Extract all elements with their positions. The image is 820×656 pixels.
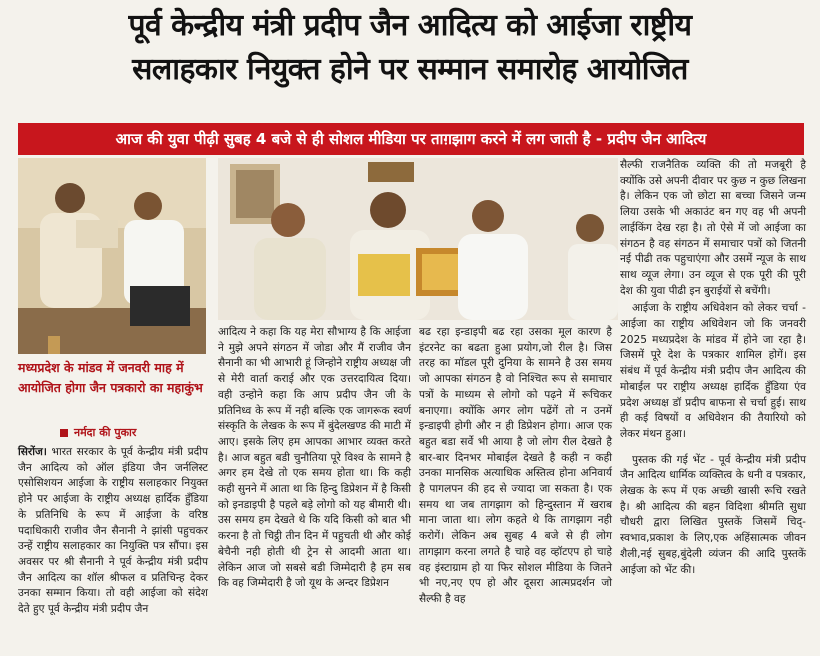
column-4-para-3: पुस्तक की गई भेंट - पूर्व केन्द्रीय मंत्री प्रदीप जैन आदित्य धार्मिक व्यक्तित्व के धनी व पत्रकार, लेखक के रूप में एक अच्छी खासी रूचि रखते है। श्री आदित्य की बहन विदिशा श्रीमति सुधा चौधरी द्वारा लिखित पुस्तकें जिसमें चिद्-स्वभाव,प्रकाश के लिए,एक अहिंसात्मक जीवन शैली,नई सुबह,बुंदेली व्यंजन की आदि पुस्तकें आईजा को भेंट की।: [620, 453, 806, 576]
article-column-4: [620, 158, 806, 578]
byline-square-icon: [60, 429, 68, 437]
article-column-2: [218, 325, 411, 592]
column-1-text: भारत सरकार के पूर्व केन्द्रीय मंत्री प्रदीप जैन आदित्य को ऑल इंडिया जैन जर्नलिस्ट एसोसिशयन आईजा के राष्ट्रीय सलाहकार नियुक्त होने पर आईजा के राष्ट्रीय अध्यक्ष हार्दिक हुँडिया के प्रतिनिधि के रूप में आईजा के वरिष्ठ पदाधिकारी राजीव जैन सैनानी ने झांसी पहुचकर उन्हें राष्ट्रीय सलाहकार का नियुक्ति पत्र सौंपा। इस अवसर पर श्री सैनानी ने पूर्व केन्द्रीय मंत्री प्रदीप जैन आदित्य का शॉल श्रीफल व प्रतिचिन्ह देकर उनका सम्मान किया। तो वही आईजा को संदेश देते हुए पूर्व केन्द्रीय मंत्री प्रदीप जैन: [18, 446, 208, 616]
article-column-1: [18, 445, 208, 618]
byline-text: नर्मदा की पुकार: [74, 426, 137, 439]
dateline: सिरोंज।: [18, 446, 47, 458]
headline-line-2: सलाहकार नियुक्त होने पर सम्मान समारोह आयोजित: [132, 52, 688, 87]
byline: [60, 425, 206, 440]
side-caption: मध्यप्रदेश के मांडव में जनवरी माह में आयोजित होगा जैन पत्रकारो का महाकुंभ: [18, 360, 203, 395]
photo-group: [218, 158, 618, 320]
subheadline-banner: आज की युवा पीढ़ी सुबह 4 बजे से ही सोशल मीडिया पर ताग़झाग करने में लग जाती है - प्रदीप जैन आदित्य: [18, 123, 804, 155]
headline-line-1: पूर्व केन्द्रीय मंत्री प्रदीप जैन आदित्य को आईजा राष्ट्रीय: [128, 8, 692, 43]
column-4-para-1: सैल्फी राजनैतिक व्यक्ति की तो मजबूरी है क्योंकि उसे अपनी दीवार पर कुछ न कुछ लिखना है। लेकिन एक जो छोटा सा बच्चा जिसने जन्म लिया उसके भी अकाउंट बन गए वह भी अपनी लाईकिंग देख रहा है। तो ऐसे में जो आईजा का संगठन है वह संगठन में समाचार पत्रों को जितनी नई पीढी तक पहुचाएंगा और उसमें न्यूज के साथ साथ व्यूज लेगा। उन व्यूज से एक पूरी की पूरी देश की युवा पीढी इन बुराईयों से बचेंगी।: [620, 159, 806, 297]
column-4-para-2: आईजा के राष्ट्रीय अधिवेशन को लेकर चर्चा - आईजा का राष्ट्रीय अधिवेशन जो कि जनवरी 2025 मध्यप्रदेश के मांडव में होने जा रहा है। जिसमें पूरे देश के पत्रकार शामिल होगें। इस संबंध में पूर्व केन्द्रीय मंत्री प्रदीप जैन आदित्य की मोबाईल पर राष्ट्रीय अध्यक्ष हार्दिक हुँडिया एंव प्रदेश अध्यक्ष डॉ प्रदीप बाफना से चर्चा हुई। साथ ही कई विषयों व अधिवेशन की तैयारियो को लेकर मंथन हुआ।: [620, 302, 806, 440]
column-2-text: आदित्य ने कहा कि यह मेरा सौभाग्य है कि आईजा ने मुझे अपने संगठन में जोडा और मैं राजीव जैन सैनानी का भी आभारी हूं जिन्होने राष्ट्रीय अध्यक्ष जी से मेरी वार्ता कराई और एक उत्तरदायित्व दिया। वही उन्होने कहा कि आप प्रदीप जैन जी के प्रतिनिध्व के रूप में नही बल्कि एक जागरूक स्वर्ण संस्कृति के लेखक के रूप में बुंदेलखण्ड की माटी में आए। इसके लिए हम आपका आभार व्यक्त करते है। आज बहुत बडी चुनौतिया पूरे विश्व के सामने है अगर हम देखे तो एक समय होता था। कि कही कही सुनने में आता था कि हिन्दु डिप्रेशन में है किसी को इनडाइपी है पहले बड़े लोगो को यह बीमारी थी। उस समय हम देखते थे कि यदि किसी को बात भी करना है तो चिट्ठी तीन दिन में पहुचती थी और कोई बेचैनी नही होती थी ट्रेन से आदमी आता था। लेकिन आज जो सबसे बडी जिम्मेदारी है हम सब कि वह जिम्मेदारी है जो यूथ के अन्दर डिप्रेशन: [218, 326, 411, 590]
headline: [0, 4, 820, 92]
article-column-3: [419, 325, 612, 608]
column-3-text: बढ रहा इन्डाइपी बढ रहा उसका मूल कारण है इंटरनेट का बढता हुआ प्रयोग,जो रील है। जिस तरह का मॉडल पूरी दुनिया के सामने है उस समय जो आपका संगठन है वो निश्चित रूप से समाचार पत्रों के माध्यम से लोगो को पढ़ने में रूचिकर बनाएगा। क्योंकि अगर लोग पढेंगें तो न उनमें इन्डाइपी होगी और न ही डिप्रेशन होगा। आज एक बहुत बडा सर्वे भी आया है जो लोग रील देखते है बार-बार दिनभर मोबाईल देखते है कही न कही उनका मानसिक अत्याधिक अस्तित्व होना अनिवार्य है पागलपन की हद से ज्यादा जा सकता है। एक समय था जब तागझाग को हिन्दुस्तान में खराब माना जाता था। लोग कहते थे कि तागझाग नही करोगें। लेकिन अब सुबह 4 बजे से ही लोग तागझाग करना लगते है चाहे वह व्हॉटएप हो चाहे वह इंस्टाग्राम हो या फिर सोशल मीडिया के जितने भी नए,नए एप हो और दूसरा आत्मप्रदर्शन जो सैल्फी है वह: [419, 326, 612, 605]
photo-left: [18, 158, 206, 354]
